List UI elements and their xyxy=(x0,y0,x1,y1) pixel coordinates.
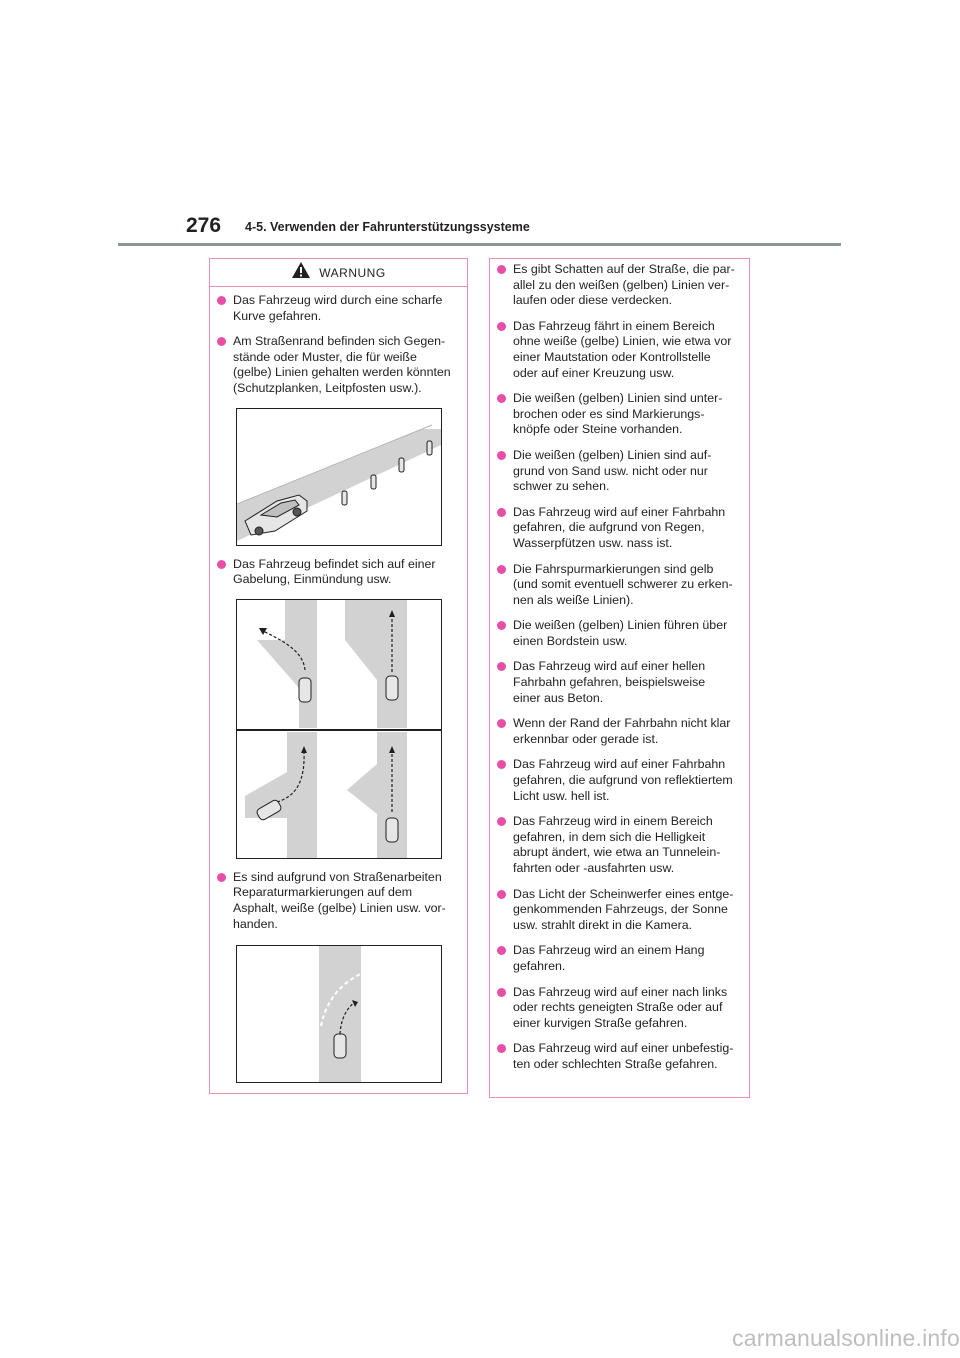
list-item xyxy=(494,716,743,747)
list-item-text: Es sind aufgrund von Straßenarbeiten Reparaturmarkierungen auf dem Asphalt, weiße (gelbe) Linien usw. vor- handen. xyxy=(233,869,446,931)
list-item-text: Das Fahrzeug wird auf einer Fahrbahn gefahren, die aufgrund von Regen, Wasserpfützen usw. nass ist. xyxy=(513,504,726,550)
list-item-text: Die weißen (gelben) Linien führen über einen Bordstein usw. xyxy=(513,618,728,648)
list-item-text: Die weißen (gelben) Linien sind auf- grund von Sand usw. nicht oder nur schwer zu sehen. xyxy=(513,447,712,494)
guardrail-road-illustration xyxy=(236,408,442,546)
list-item-text: Das Fahrzeug wird auf einer nach links oder rechts geneigten Straße oder auf einer kurvigen Straße gefahren. xyxy=(513,984,728,1030)
repair-markings-illustration xyxy=(236,945,442,1083)
bullet-icon xyxy=(497,946,506,955)
list-item xyxy=(494,391,743,438)
list-item xyxy=(494,618,743,649)
list-item xyxy=(214,557,461,588)
list-item-text: Die weißen (gelben) Linien sind unter- brochen oder es sind Markierungs- knöpfe oder Steine vorhanden. xyxy=(513,391,723,437)
bullet-icon xyxy=(497,621,506,630)
list-item-text: Wenn der Rand der Fahrbahn nicht klar erkennbar oder gerade ist. xyxy=(513,716,731,746)
bullet-icon xyxy=(497,265,506,274)
list-item-text: Das Fahrzeug wird in einem Bereich gefahren, in dem sich die Helligkeit abrupt ändert, wie etwa an Tunnelein- fahrten oder -ausfahrten usw. xyxy=(513,814,721,875)
bullet-icon xyxy=(497,451,506,460)
bullet-icon xyxy=(217,873,226,882)
bullet-icon xyxy=(497,890,506,899)
list-item xyxy=(214,293,461,324)
road-fork-illustration xyxy=(236,599,442,859)
bullet-icon xyxy=(217,296,226,305)
warning-panel xyxy=(209,258,468,1094)
warning-triangle-icon xyxy=(291,261,311,284)
list-item xyxy=(494,943,743,974)
list-item-text: Das Licht der Scheinwerfer eines entge- genkommenden Fahrzeugs, der Sonne usw. strahlt direkt in die Kamera. xyxy=(513,886,734,932)
bullet-icon xyxy=(497,988,506,997)
warning-label: WARNUNG xyxy=(319,265,386,280)
bullet-icon xyxy=(497,662,506,671)
list-item xyxy=(494,1041,743,1072)
list-item-text: Es gibt Schatten auf der Straße, die par- allel zu den weißen (gelben) Linien ver- laufen oder diese verdecken. xyxy=(513,262,735,308)
list-item-text: Das Fahrzeug wird auf einer Fahrbahn gefahren, die aufgrund von reflektiertem Licht usw. hell ist. xyxy=(513,757,733,803)
list-item xyxy=(494,319,743,381)
list-item xyxy=(494,505,743,552)
bullet-icon xyxy=(497,565,506,574)
bullet-icon xyxy=(217,560,226,569)
bullet-icon xyxy=(497,508,506,517)
list-item-text: Das Fahrzeug fährt in einem Bereich ohne weiße (gelbe) Linien, wie etwa vor einer Mautstation oder Kontrollstelle oder auf einer Kreuzung usw. xyxy=(513,318,732,380)
warning-header xyxy=(210,259,467,287)
list-item-text: Das Fahrzeug befindet sich auf einer Gabelung, Einmündung usw. xyxy=(233,556,436,587)
list-item xyxy=(494,562,743,609)
list-item-text: Das Fahrzeug wird auf einer unbefestig- ten oder schlechten Straße gefahren. xyxy=(513,1041,734,1071)
list-item xyxy=(494,659,743,706)
list-item-text: Am Straßenrand befinden sich Gegen- stände oder Muster, die für weiße (gelbe) Linien gehalten werden könnten (Schutzplanken, Leitpfosten usw.). xyxy=(233,334,451,395)
bullet-icon xyxy=(217,337,226,346)
bullet-icon xyxy=(497,1044,506,1053)
list-item-text: Das Fahrzeug wird durch eine scharfe Kurve gefahren. xyxy=(233,293,443,323)
list-item xyxy=(214,870,461,932)
section-title: 4-5. Verwenden der Fahrunterstützungssysteme xyxy=(245,220,530,234)
bullet-icon xyxy=(497,322,506,331)
bullet-icon xyxy=(497,394,506,403)
watermark: carmanualsonline.info xyxy=(732,1324,960,1351)
list-item xyxy=(494,887,743,934)
list-item xyxy=(494,985,743,1032)
header-rule xyxy=(118,243,841,246)
list-item xyxy=(494,814,743,876)
list-item-text: Das Fahrzeug wird an einem Hang gefahren. xyxy=(513,943,705,973)
list-item xyxy=(214,334,461,396)
list-item xyxy=(494,757,743,804)
list-item xyxy=(494,262,743,309)
bullet-icon xyxy=(497,760,506,769)
bullet-icon xyxy=(497,719,506,728)
bullet-icon xyxy=(497,817,506,826)
list-item-text: Das Fahrzeug wird auf einer hellen Fahrbahn gefahren, beispielsweise einer aus Beton. xyxy=(513,659,706,705)
page-number: 276 xyxy=(186,214,222,237)
conditions-panel xyxy=(489,258,750,1098)
list-item xyxy=(494,448,743,495)
list-item-text: Die Fahrspurmarkierungen sind gelb (und somit eventuell schwerer zu erken- nen als weiße Linien). xyxy=(513,561,733,607)
